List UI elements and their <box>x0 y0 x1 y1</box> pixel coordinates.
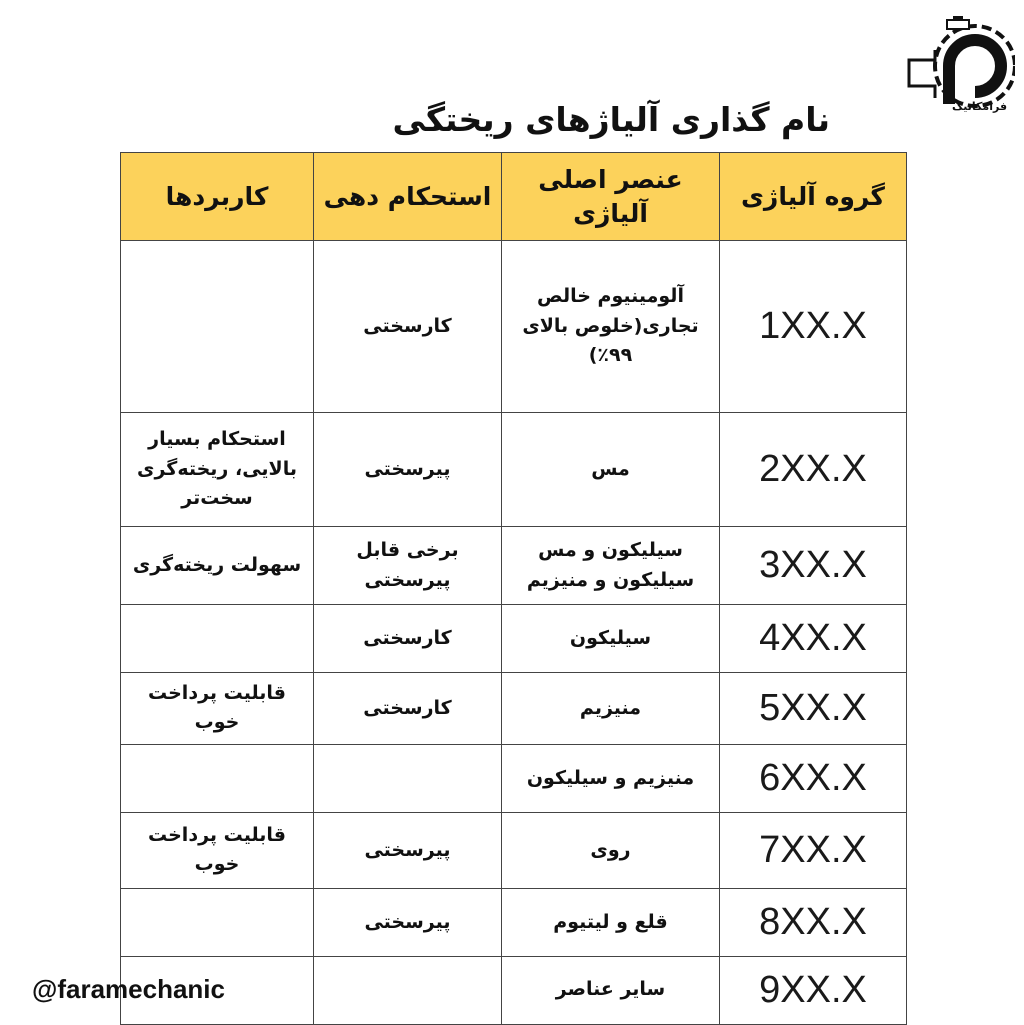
cell-element: سیلیکون و مس سیلیکون و منیزیم <box>502 527 720 605</box>
table-row <box>121 605 907 673</box>
cell-group: 4XX.X <box>720 605 907 673</box>
cell-applications <box>121 241 314 413</box>
alloy-table <box>120 152 907 1025</box>
header-group: گروه آلیاژی <box>720 153 907 241</box>
table-row <box>121 672 907 744</box>
cell-element: سایر عناصر <box>502 956 720 1024</box>
cell-strength: پیرسختی <box>314 413 502 527</box>
header-applications: کاربردها <box>121 153 314 241</box>
logo-text: فرامکانیک <box>952 100 1008 113</box>
header-element: عنصر اصلی آلیاژی <box>502 153 720 241</box>
cell-element: سیلیکون <box>502 605 720 673</box>
cell-applications: قابلیت پرداخت خوب <box>121 672 314 744</box>
header-strength: استحکام دهی <box>314 153 502 241</box>
table-row <box>121 413 907 527</box>
cell-applications: قابلیت پرداخت خوب <box>121 812 314 888</box>
table-row <box>121 812 907 888</box>
cell-group: 5XX.X <box>720 672 907 744</box>
cell-group: 6XX.X <box>720 744 907 812</box>
cell-group: 8XX.X <box>720 888 907 956</box>
cell-group: 1XX.X <box>720 241 907 413</box>
cell-applications <box>121 744 314 812</box>
cell-element: منیزیم و سیلیکون <box>502 744 720 812</box>
cell-strength <box>314 956 502 1024</box>
table-row <box>121 241 907 413</box>
cell-element: روی <box>502 812 720 888</box>
table-row <box>121 956 907 1024</box>
table-row <box>121 527 907 605</box>
cell-element: منیزیم <box>502 672 720 744</box>
cell-applications <box>121 605 314 673</box>
cell-group: 9XX.X <box>720 956 907 1024</box>
social-handle: @faramechanic <box>32 974 225 1004</box>
cell-strength: کارسختی <box>314 672 502 744</box>
cell-group: 3XX.X <box>720 527 907 605</box>
header-row <box>121 153 907 241</box>
cell-group: 7XX.X <box>720 812 907 888</box>
cell-group: 2XX.X <box>720 413 907 527</box>
cell-strength: کارسختی <box>314 605 502 673</box>
cell-element: مس <box>502 413 720 527</box>
cell-element: آلومینیوم خالص تجاری(خلوص بالای ۹۹٪) <box>502 241 720 413</box>
page-title: نام گذاری آلیاژهای ریختگی <box>392 100 830 139</box>
cell-strength: برخی قابل پیرسختی <box>314 527 502 605</box>
table-row <box>121 744 907 812</box>
cell-applications: سهولت ریخته‌گری <box>121 527 314 605</box>
cell-strength: پیرسختی <box>314 812 502 888</box>
table-row <box>121 888 907 956</box>
cell-strength: کارسختی <box>314 241 502 413</box>
cell-strength: پیرسختی <box>314 888 502 956</box>
faramechanic-logo <box>905 14 1015 114</box>
cell-applications <box>121 888 314 956</box>
cell-element: قلع و لیتیوم <box>502 888 720 956</box>
cell-strength <box>314 744 502 812</box>
cell-applications: استحکام بسیار بالایی، ریخته‌گری سخت‌تر <box>121 413 314 527</box>
